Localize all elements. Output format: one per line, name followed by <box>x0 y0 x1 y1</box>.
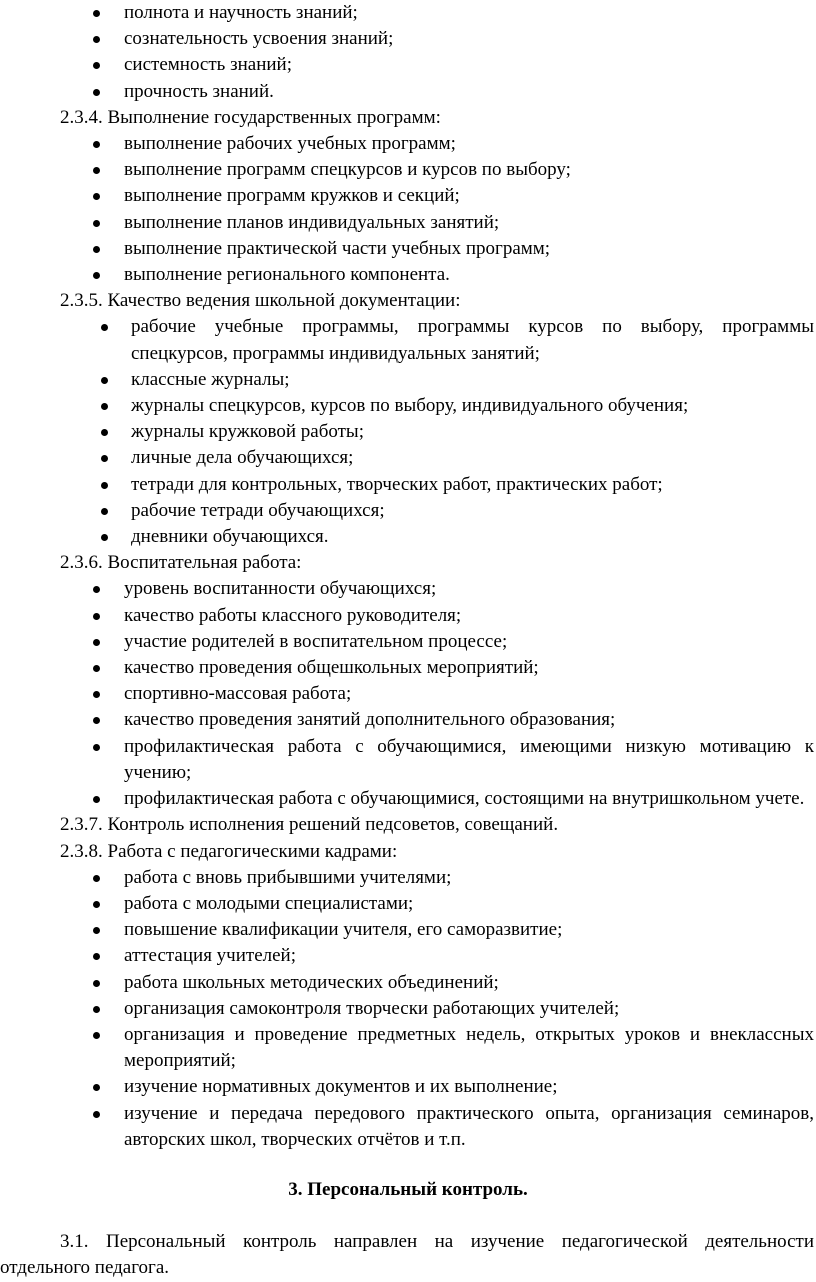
list-item-text: работа с молодыми специалистами; <box>124 892 414 914</box>
list-item <box>0 655 816 681</box>
bullet-icon <box>93 613 100 620</box>
bullet-icon <box>93 927 100 934</box>
list-item-text: выполнение планов индивидуальных занятий; <box>124 211 500 233</box>
list-item <box>0 157 816 183</box>
list-item-text: журналы кружковой работы; <box>131 421 364 443</box>
bullet-icon <box>93 89 100 96</box>
bullet-list-intro <box>0 0 816 105</box>
list-item <box>0 393 816 419</box>
bullet-icon <box>93 36 100 43</box>
bullet-icon <box>101 508 108 515</box>
list-item-text: выполнение регионального компонента. <box>124 264 450 286</box>
list-item <box>0 1074 816 1100</box>
list-item-text: работа школьных методических объединений; <box>124 971 499 993</box>
bullet-icon <box>93 586 100 593</box>
list-item <box>0 865 816 891</box>
list-item <box>0 262 816 288</box>
bullet-list-2-3-4 <box>0 131 816 288</box>
list-item <box>0 786 816 812</box>
list-item <box>0 52 816 78</box>
list-item-text: качество проведения занятий дополнительного образования; <box>124 709 616 731</box>
list-item-text: профилактическая работа с обучающимися, состоящими на внутришкольном учете. <box>124 788 805 810</box>
list-item <box>0 183 816 209</box>
list-item-text: участие родителей в воспитательном процессе; <box>124 630 508 652</box>
list-item <box>0 367 816 393</box>
bullet-icon <box>93 665 100 672</box>
bullet-icon <box>101 482 108 489</box>
list-item-text: качество проведения общешкольных мероприятий; <box>124 657 539 679</box>
list-item <box>0 419 816 445</box>
bullet-list-2-3-6 <box>0 576 816 812</box>
bullet-icon <box>93 717 100 724</box>
list-item-text: дневники обучающихся. <box>131 526 329 548</box>
list-item <box>0 1101 816 1153</box>
bullet-icon <box>101 324 108 331</box>
list-item-text: изучение нормативных документов и их выполнение; <box>124 1076 558 1098</box>
list-item <box>0 498 816 524</box>
bullet-icon <box>101 534 108 541</box>
list-item-text: выполнение практической части учебных программ; <box>124 237 551 259</box>
list-item <box>0 707 816 733</box>
list-item-text: организация самоконтроля творчески работающих учителей; <box>124 997 620 1019</box>
list-item-text: качество работы классного руководителя; <box>124 604 462 626</box>
list-item <box>0 472 816 498</box>
bullet-icon <box>101 403 108 410</box>
list-item-text: уровень воспитанности обучающихся; <box>124 578 437 600</box>
bullet-icon <box>93 901 100 908</box>
list-item <box>0 576 816 602</box>
bullet-icon <box>93 220 100 227</box>
list-item-text: рабочие тетради обучающихся; <box>131 499 385 521</box>
bullet-icon <box>93 1032 100 1039</box>
list-item <box>0 891 816 917</box>
bullet-icon <box>93 193 100 200</box>
bullet-icon <box>101 377 108 384</box>
list-item <box>0 681 816 707</box>
bullet-icon <box>93 246 100 253</box>
bullet-icon <box>93 272 100 279</box>
list-item-text: сознательность усвоения знаний; <box>124 28 394 50</box>
bullet-icon <box>93 875 100 882</box>
section-heading-2-3-7: 2.3.7. Контроль исполнения решений педсоветов, совещаний. <box>60 814 559 836</box>
bullet-icon <box>93 62 100 69</box>
bullet-icon <box>93 691 100 698</box>
list-item-text: рабочие учебные программы, программы курсов по выбору, программы спецкурсов, программы индивидуальных занятий; <box>131 316 814 364</box>
bullet-icon <box>93 744 100 751</box>
list-item <box>0 1022 816 1074</box>
list-item-text: работа с вновь прибывшими учителями; <box>124 866 452 888</box>
list-item-text: спортивно-массовая работа; <box>124 683 352 705</box>
list-item <box>0 26 816 52</box>
list-item <box>0 524 816 550</box>
list-item <box>0 131 816 157</box>
list-item <box>0 996 816 1022</box>
list-item <box>0 970 816 996</box>
bullet-icon <box>93 1084 100 1091</box>
list-item <box>0 445 816 471</box>
list-item-text: прочность знаний. <box>124 80 274 102</box>
list-item <box>0 943 816 969</box>
bullet-icon <box>93 167 100 174</box>
list-item <box>0 603 816 629</box>
bullet-icon <box>93 1006 100 1013</box>
section-3-title: 3. Персональный контроль. <box>288 1178 528 1200</box>
list-item-text: системность знаний; <box>124 54 292 76</box>
list-item <box>0 210 816 236</box>
bullet-icon <box>101 429 108 436</box>
section-heading-2-3-5: 2.3.5. Качество ведения школьной документации: <box>60 290 461 312</box>
bullet-list-2-3-8 <box>0 865 816 1153</box>
list-item-text: личные дела обучающихся; <box>131 447 354 469</box>
list-item-text: журналы спецкурсов, курсов по выбору, индивидуального обучения; <box>131 395 689 417</box>
list-item-text: выполнение программ кружков и секций; <box>124 185 460 207</box>
bullet-icon <box>93 141 100 148</box>
section-heading-2-3-8: 2.3.8. Работа с педагогическими кадрами: <box>60 840 398 862</box>
bullet-icon <box>101 455 108 462</box>
bullet-icon <box>93 639 100 646</box>
list-item <box>0 734 816 786</box>
list-item-text: классные журналы; <box>131 368 290 390</box>
list-item <box>0 79 816 105</box>
bullet-icon <box>93 1111 100 1118</box>
list-item-text: повышение квалификации учителя, его саморазвитие; <box>124 919 563 941</box>
section-3-paragraph: 3.1. Персональный контроль направлен на изучение педагогической деятельности отдельного педагога. <box>0 1231 814 1279</box>
bullet-list-2-3-5 <box>0 314 816 550</box>
list-item <box>0 236 816 262</box>
bullet-icon <box>93 953 100 960</box>
list-item <box>0 0 816 26</box>
list-item-text: выполнение программ спецкурсов и курсов по выбору; <box>124 159 571 181</box>
bullet-icon <box>93 10 100 17</box>
list-item-text: тетради для контрольных, творческих работ, практических работ; <box>131 473 663 495</box>
list-item-text: аттестация учителей; <box>124 945 297 967</box>
list-item <box>0 629 816 655</box>
bullet-icon <box>93 796 100 803</box>
bullet-icon <box>93 980 100 987</box>
section-heading-2-3-6: 2.3.6. Воспитательная работа: <box>60 552 302 574</box>
list-item-text: изучение и передача передового практического опыта, организация семинаров, авторских школ, творческих отчётов и т.п. <box>124 1102 814 1150</box>
list-item-text: организация и проведение предметных недель, открытых уроков и внеклассных мероприятий; <box>124 1023 814 1072</box>
list-item <box>0 917 816 943</box>
list-item-text: полнота и научность знаний; <box>124 2 358 23</box>
list-item-text: выполнение рабочих учебных программ; <box>124 133 456 155</box>
list-item <box>0 314 816 366</box>
list-item-text: профилактическая работа с обучающимися, имеющими низкую мотивацию к учению; <box>124 735 814 783</box>
section-heading-2-3-4: 2.3.4. Выполнение государственных программ: <box>60 106 441 128</box>
